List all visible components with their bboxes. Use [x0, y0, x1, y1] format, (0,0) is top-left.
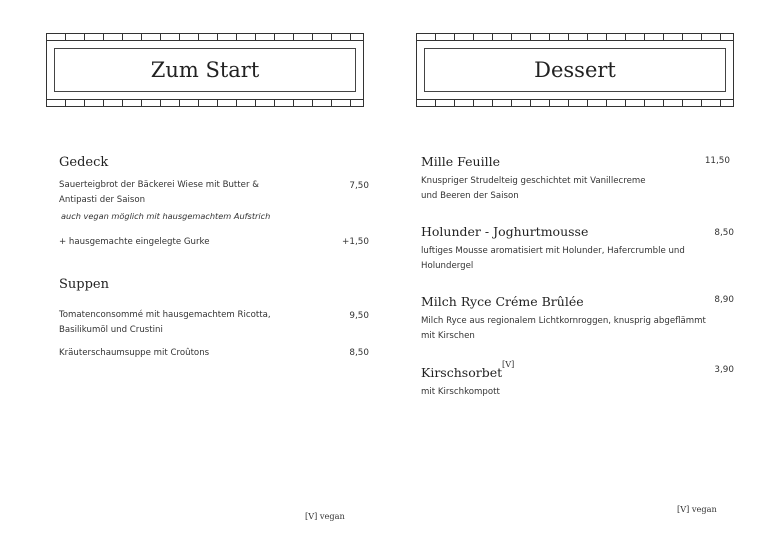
- dessert-name: Kirschsorbet: [421, 365, 503, 380]
- banner-side-line: [733, 41, 734, 99]
- banner-side-line: [416, 41, 417, 99]
- banner-bottom-border: [46, 99, 364, 107]
- description-line: Knuspriger Strudelteig geschichtet mit Vanillecreme: [421, 176, 646, 186]
- description-line: Tomatenconsommé mit hausgemachtem Ricotta,: [59, 310, 271, 320]
- menu-item-price: 8,90: [714, 295, 734, 305]
- menu-item-description: Kräuterschaumsuppe mit Croûtons: [59, 348, 210, 358]
- description-line: Holundergel: [421, 261, 474, 271]
- menu-item-price: 7,50: [349, 181, 369, 191]
- heading-gedeck: Gedeck: [59, 155, 109, 170]
- menu-item-price: +1,50: [342, 237, 369, 247]
- heading-suppen: Suppen: [59, 277, 109, 292]
- banner-side-line: [363, 41, 364, 99]
- menu-item-description: mit Kirschkompott: [421, 387, 500, 397]
- banner-frame: [424, 48, 726, 92]
- vegan-tag: [V]: [502, 359, 515, 369]
- menu-item-description: [421, 244, 721, 274]
- menu-item-price: 3,90: [714, 365, 734, 375]
- menu-item-price: 8,50: [714, 228, 734, 238]
- menu-item-description: [59, 178, 319, 208]
- right-title-banner: [416, 33, 734, 107]
- banner-side-line: [46, 41, 47, 99]
- menu-item-price: 11,50: [704, 156, 730, 166]
- menu-item-price: 9,50: [349, 311, 369, 321]
- section-title-zum-start: Zum Start: [150, 58, 260, 82]
- banner-frame: [54, 48, 356, 92]
- menu-item-note: auch vegan möglich mit hausgemachtem Aufstrich: [61, 211, 271, 221]
- description-line: Milch Ryce aus regionalem Lichtkornroggen, knusprig abgeflämmt: [421, 316, 706, 326]
- vegan-footnote: [V] vegan: [677, 504, 717, 514]
- description-line: und Beeren der Saison: [421, 191, 519, 201]
- dessert-name: Milch Ryce Créme Brûlée: [421, 294, 584, 309]
- dessert-name: Holunder - Joghurtmousse: [421, 224, 589, 239]
- menu-item-description: [421, 314, 741, 344]
- menu-item-description: + hausgemachte eingelegte Gurke: [59, 237, 210, 247]
- left-title-banner: [46, 33, 364, 107]
- banner-bottom-border: [416, 99, 734, 107]
- menu-item-price: 8,50: [349, 348, 369, 358]
- description-line: Sauerteigbrot der Bäckerei Wiese mit Butter &: [59, 180, 259, 190]
- banner-top-border: [416, 33, 734, 41]
- description-line: mit Kirschen: [421, 331, 475, 341]
- section-title-dessert: Dessert: [534, 58, 616, 82]
- vegan-footnote: [V] vegan: [305, 511, 345, 521]
- description-line: Antipasti der Saison: [59, 195, 146, 205]
- description-line: luftiges Mousse aromatisiert mit Holunder, Hafercrumble und: [421, 246, 685, 256]
- description-line: Basilikumöl und Crustini: [59, 325, 163, 335]
- menu-item-description: [59, 308, 319, 338]
- dessert-name: Mille Feuille: [421, 154, 500, 169]
- banner-top-border: [46, 33, 364, 41]
- menu-item-description: [421, 174, 721, 204]
